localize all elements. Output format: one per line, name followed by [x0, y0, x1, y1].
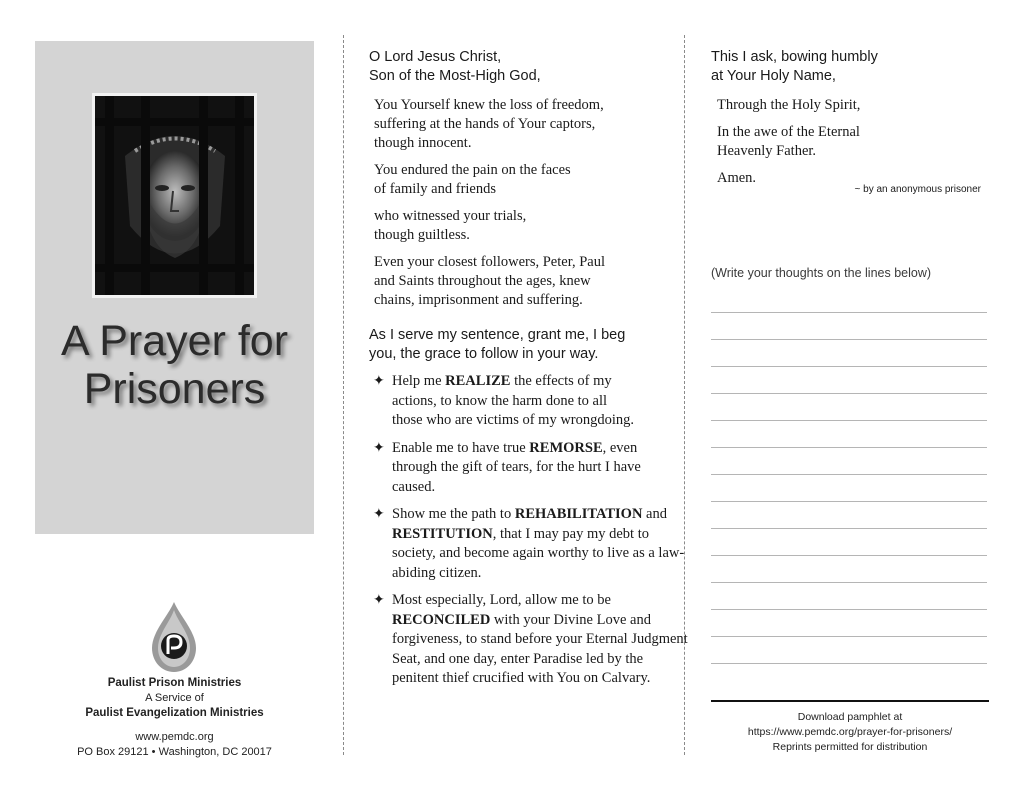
title-line-2: Prisoners: [83, 365, 266, 413]
petition-text: Help me: [392, 373, 446, 389]
petition-text: with your Divine Love and forgiveness, to stand before your Eternal Judgment Seat, and one day, enter Paradise led by the penitent thief crucified with You on Calvary.: [392, 611, 688, 686]
star-bullet-icon: ✦: [373, 374, 385, 389]
writing-line[interactable]: [711, 393, 987, 394]
write-prompt: (Write your thoughts on the lines below): [711, 266, 932, 280]
serve-heading: [369, 326, 669, 364]
prayer-column-middle: [369, 48, 688, 697]
petition-text: Show me the path to: [392, 506, 515, 522]
serve-line-2: you, the grace to follow in your way.: [369, 346, 599, 362]
prayer-column-right: [711, 48, 981, 195]
list-item: [369, 591, 692, 689]
verse-line: You Yourself knew the loss of freedom,: [374, 97, 604, 113]
verse-line: and Saints throughout the ages, knew: [374, 273, 591, 289]
petition-text: Most especially, Lord, allow me to be: [392, 592, 611, 608]
verse: [374, 96, 669, 153]
jesus-behind-bars-icon: [92, 93, 257, 298]
verse: [374, 207, 669, 245]
verse: Through the Holy Spirit,: [717, 97, 861, 113]
ministry-website[interactable]: www.pemdc.org: [135, 731, 214, 743]
title-line-1: A Prayer for: [60, 317, 289, 365]
writing-line[interactable]: [711, 447, 987, 448]
petition-text: the effects of my actions, to know the harm done to all those who are victims of my wrongdoing.: [392, 373, 635, 428]
amen: Amen.: [717, 170, 757, 186]
petition-text: Enable me to have true: [392, 439, 530, 456]
petition-keyword: RECONCILED: [392, 611, 491, 628]
writing-line[interactable]: [711, 636, 987, 637]
star-bullet-icon: ✦: [373, 507, 385, 522]
writing-line[interactable]: [711, 420, 987, 421]
list-item: [369, 505, 688, 583]
petition-text: , that I may pay my debt to society, and become again worthy to live as a law-abiding citizen.: [392, 525, 685, 581]
petition-keyword: REHABILITATION: [514, 506, 643, 522]
verse-line: Even your closest followers, Peter, Paul: [374, 254, 605, 270]
verse-line: You endured the pain on the faces: [374, 162, 571, 178]
download-label: Download pamphlet at: [797, 711, 903, 723]
writing-line[interactable]: [711, 312, 987, 313]
cover-panel: [35, 41, 314, 534]
serve-line-1: As I serve my sentence, grant me, I beg: [369, 327, 626, 343]
fold-divider-left: [343, 35, 344, 755]
footer-rule: [711, 700, 989, 702]
writing-line[interactable]: [711, 339, 987, 340]
heading-line-2: Son of the Most-High God,: [369, 68, 541, 84]
petition-text: , even through the gift of tears, for the hurt I have caused.: [392, 439, 641, 495]
verse-line: suffering at the hands of Your captors,: [374, 116, 596, 132]
petition-keyword: REALIZE: [445, 373, 511, 389]
parent-organization: Paulist Evangelization Ministries: [85, 707, 264, 719]
ministry-name: Paulist Prison Ministries: [107, 677, 242, 689]
heading-line-1: This I ask, bowing humbly: [711, 49, 878, 65]
writing-line[interactable]: [711, 609, 987, 610]
verse-line: Heavenly Father.: [717, 143, 817, 159]
verse-line: In the awe of the Eternal: [717, 124, 860, 140]
verse: [717, 123, 981, 161]
ministry-address: PO Box 29121 • Washington, DC 20017: [77, 746, 272, 758]
verse-line: though guiltless.: [374, 227, 470, 243]
opening-heading: [369, 48, 669, 86]
star-bullet-icon: ✦: [373, 593, 385, 608]
writing-line[interactable]: [711, 555, 987, 556]
writing-line[interactable]: [711, 528, 987, 529]
writing-line[interactable]: [711, 474, 987, 475]
verse-line: who witnessed your trials,: [374, 208, 527, 224]
verse: [374, 161, 669, 199]
verse-line: though innocent.: [374, 135, 472, 151]
ministry-info: [35, 676, 314, 760]
writing-line[interactable]: [711, 663, 987, 664]
download-url[interactable]: https://www.pemdc.org/prayer-for-prisoners/: [747, 726, 953, 738]
service-of-label: A Service of: [145, 692, 204, 704]
download-info: [711, 710, 989, 755]
petition-keyword: REMORSE: [529, 439, 603, 456]
pamphlet-title: [35, 317, 314, 413]
reprint-notice: Reprints permitted for distribution: [772, 741, 928, 753]
heading-line-1: O Lord Jesus Christ,: [369, 49, 502, 65]
list-item: [369, 372, 640, 431]
writing-line[interactable]: [711, 582, 987, 583]
verse-line: chains, imprisonment and suffering.: [374, 292, 583, 308]
verse: [374, 253, 669, 310]
heading-line-2: at Your Holy Name,: [711, 68, 836, 84]
writing-line[interactable]: [711, 501, 987, 502]
petition-list: [369, 372, 688, 689]
star-bullet-icon: ✦: [373, 440, 385, 456]
petition-keyword: RESTITUTION: [392, 525, 493, 542]
closing-heading: [711, 48, 981, 86]
writing-line[interactable]: [711, 366, 987, 367]
petition-text: and: [642, 506, 667, 522]
verse-line: of family and friends: [374, 181, 497, 197]
attribution: ~ by an anonymous prisoner: [854, 184, 981, 195]
paulist-flame-logo-icon: [150, 602, 198, 672]
list-item: [369, 439, 652, 498]
